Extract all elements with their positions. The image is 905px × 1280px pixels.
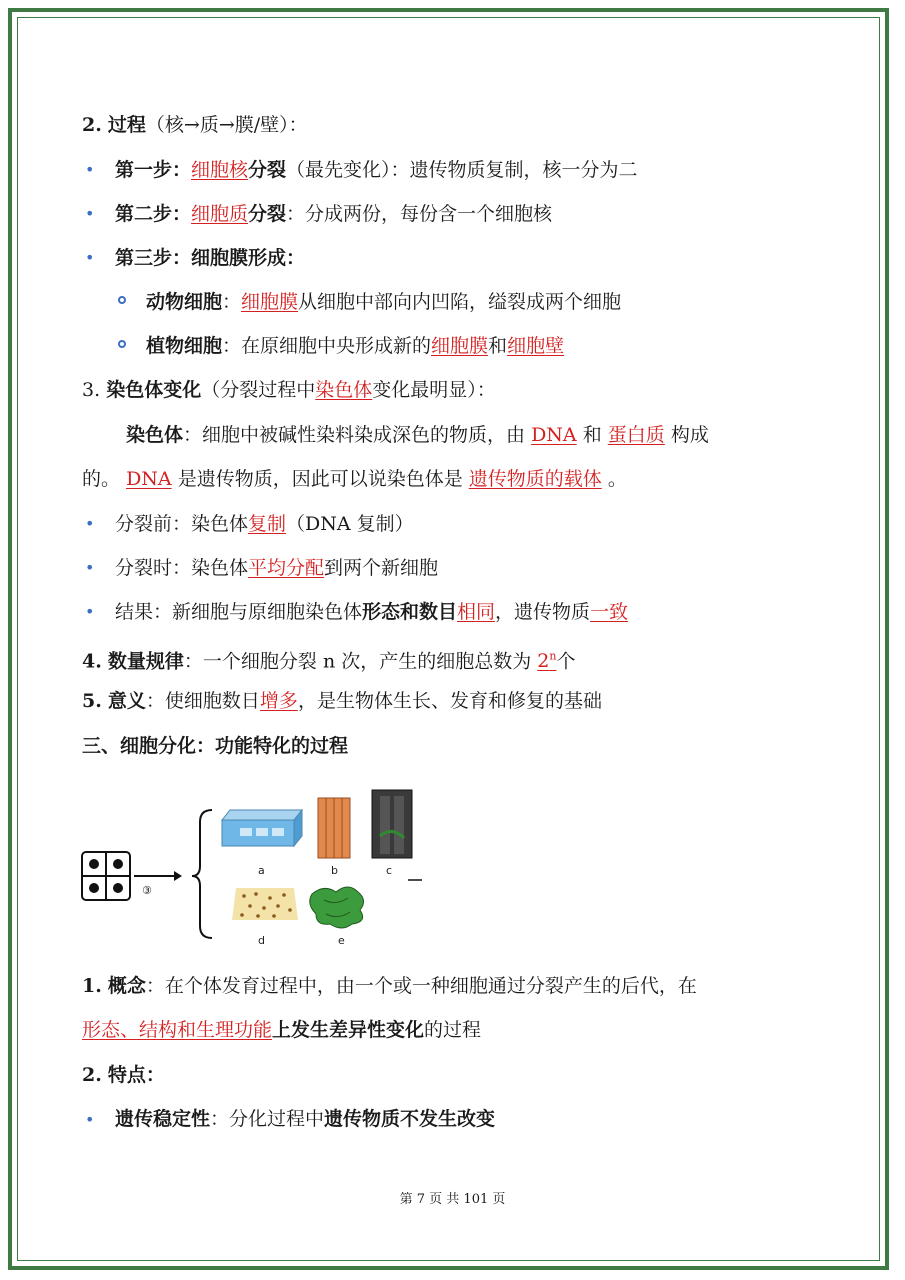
count-sup: n [549, 650, 557, 663]
blank-protein: 蛋白质 [607, 424, 665, 446]
process-heading [82, 112, 308, 138]
concept-text1: ：在个体发育过程中，由一个或一种细胞通过分裂产生的后代，在 [145, 975, 697, 997]
concept-red: 形态、结构和生理功能 [82, 1019, 273, 1041]
count-num: 4. [82, 650, 102, 673]
label-e: e [338, 934, 345, 947]
def-line2-mid: 是遗传物质，因此可以说染色体是 [177, 468, 463, 490]
page-footer: 第 7 页 共 101 页 [399, 1192, 506, 1207]
circle-bullet-icon [118, 296, 126, 304]
plant-rest: ：在原细胞中央形成新的 [222, 335, 432, 357]
brace-icon [192, 810, 212, 938]
concept-title: 概念 [107, 975, 146, 997]
def-and: 和 [582, 424, 602, 446]
section3-title: 三、细胞分化：功能特化的过程 [82, 735, 349, 757]
process-sub: （核→质→膜/壁）： [145, 114, 308, 136]
result-red2: 一致 [590, 601, 629, 623]
cell-group-icon [82, 852, 130, 900]
animal-red: 细胞膜 [241, 291, 299, 313]
features-title: 特点： [107, 1064, 165, 1086]
during-label: 分裂时：染色体 [115, 557, 249, 579]
step2-label: 第二步： [115, 203, 192, 225]
process-num: 2. [82, 114, 102, 136]
count-text: ：一个细胞分裂 n 次，产生的细胞总数为 [183, 650, 538, 673]
during-red: 平均分配 [248, 557, 325, 579]
features-heading [82, 1062, 165, 1088]
meaning-rest: ，是生物体生长、发育和修复的基础 [297, 690, 602, 712]
step1-bold: 分裂 [248, 159, 287, 181]
count-red [537, 650, 556, 672]
before-line [115, 511, 414, 537]
plant-line [146, 333, 564, 359]
step1-rest: （最先变化）：遗传物质复制，核一分为二 [286, 159, 638, 181]
tissue-c-icon [372, 790, 412, 858]
step1-label: 第一步： [115, 159, 192, 181]
blank-dna-1: DNA [531, 424, 577, 446]
def-text1: ：细胞中被碱性染料染成深色的物质，由 [183, 424, 526, 446]
plant-red2: 细胞壁 [507, 335, 565, 357]
label-a: a [258, 864, 265, 877]
figure-step-label: ③ [142, 884, 152, 897]
step1-red: 细胞核 [191, 159, 249, 181]
before-red: 复制 [248, 513, 287, 535]
bullet-icon: • [85, 204, 95, 223]
step2-rest: ：分成两份，每份含一个细胞核 [286, 203, 553, 225]
stability-line [115, 1106, 495, 1132]
plant-and: 和 [488, 335, 508, 357]
step3-line [115, 245, 305, 271]
bullet-icon: • [85, 558, 95, 577]
bullet-icon: • [85, 602, 95, 621]
bullet-icon: • [85, 1110, 95, 1129]
tissue-a-icon [222, 810, 302, 846]
concept-end: 的过程 [424, 1019, 482, 1041]
plant-label: 植物细胞 [146, 335, 223, 357]
label-c: c [386, 864, 393, 877]
during-line [115, 555, 438, 581]
def-label: 染色体 [126, 424, 184, 446]
animal-rest: 从细胞中部向内凹陷，缢裂成两个细胞 [298, 291, 622, 313]
result-line [115, 599, 628, 625]
chromosome-title: 染色体变化 [106, 379, 202, 401]
tissue-b-icon [318, 798, 350, 858]
def-text2: 构成 [670, 424, 709, 446]
animal-line [146, 289, 621, 315]
result-label: 结果：新细胞与原细胞染色体 [115, 601, 363, 623]
cell-differentiation-figure [80, 776, 425, 956]
animal-label: 动物细胞 [146, 291, 223, 313]
chromosome-def-line2 [82, 466, 627, 492]
during-rest: 到两个新细胞 [324, 557, 439, 579]
step2-bold: 分裂 [248, 203, 287, 225]
result-bold: 形态和数目 [362, 601, 458, 623]
result-red: 相同 [457, 601, 496, 623]
meaning-line [82, 688, 602, 714]
features-num: 2. [82, 1064, 102, 1086]
count-end: 个 [556, 650, 576, 673]
concept-line1 [82, 973, 697, 999]
step1-line [115, 157, 638, 183]
def-line2-start: 的。 [82, 468, 121, 490]
step2-red: 细胞质 [191, 203, 249, 225]
chromosome-sub2: 变化最明显）： [372, 379, 496, 401]
stability-label: 遗传稳定性 [115, 1108, 211, 1130]
arrow-head-icon [174, 871, 182, 881]
bullet-icon: • [85, 514, 95, 533]
meaning-title: 意义 [107, 690, 146, 712]
step3-label: 第三步：细胞膜形成： [115, 247, 306, 269]
before-label: 分裂前：染色体 [115, 513, 249, 535]
label-b: b [331, 864, 338, 877]
tissue-e-icon [310, 887, 364, 928]
bullet-icon: • [85, 160, 95, 179]
blank-carrier: 遗传物质的载体 [468, 468, 602, 490]
chromosome-red: 染色体 [315, 379, 373, 401]
process-title: 过程 [107, 114, 146, 136]
stability-bold: 遗传物质不发生改变 [324, 1108, 496, 1130]
bullet-icon: • [85, 248, 95, 267]
def-line2-end: 。 [607, 468, 627, 490]
tissue-d-icon [232, 888, 298, 920]
step2-line [115, 201, 552, 227]
count-base: 2 [537, 650, 550, 673]
chromosome-num: 3. [82, 379, 101, 401]
plant-red1: 细胞膜 [431, 335, 489, 357]
animal-colon: ： [222, 291, 242, 313]
stability-text: ：分化过程中 [210, 1108, 325, 1130]
meaning-text: ：使细胞数日 [145, 690, 260, 712]
blank-dna-2: DNA [126, 468, 172, 490]
result-mid: ，遗传物质 [495, 601, 591, 623]
meaning-red: 增多 [259, 690, 298, 712]
circle-bullet-icon [118, 340, 126, 348]
meaning-num: 5. [82, 690, 102, 712]
count-line [82, 644, 575, 674]
concept-line2 [82, 1017, 481, 1043]
concept-num: 1. [82, 975, 102, 997]
chromosome-heading [82, 377, 496, 403]
label-d: d [258, 934, 265, 947]
concept-bold: 上发生差异性变化 [272, 1019, 425, 1041]
chromosome-sub1: （分裂过程中 [201, 379, 316, 401]
count-title: 数量规律 [107, 650, 184, 673]
chromosome-def-line1 [126, 422, 709, 448]
before-rest: （DNA 复制） [286, 513, 414, 535]
